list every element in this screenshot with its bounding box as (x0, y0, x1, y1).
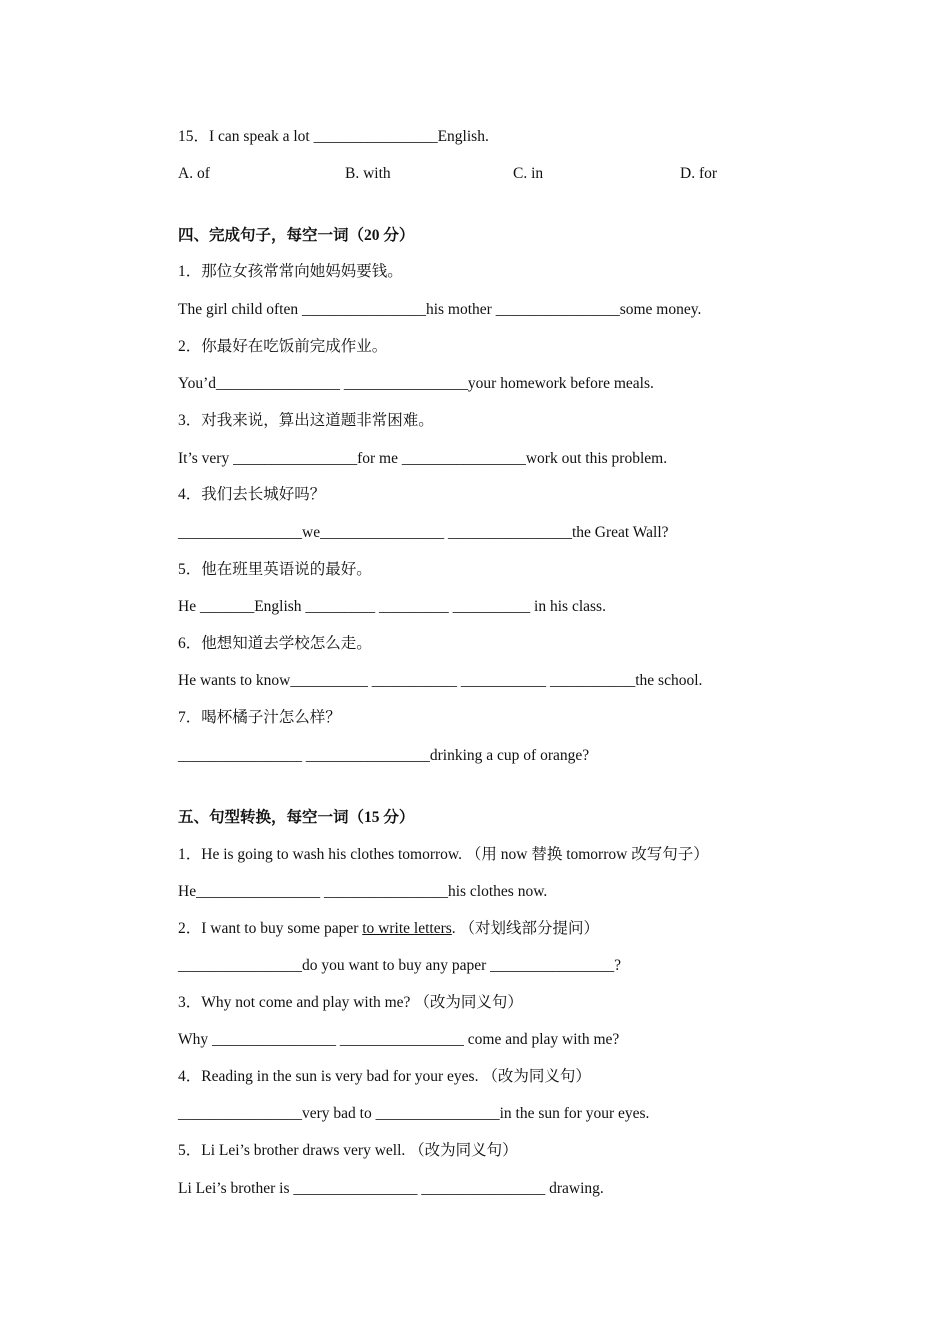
underlined-phrase: to write letters (362, 920, 452, 937)
option-d: D. for (680, 165, 718, 182)
option-b: B. with (345, 165, 391, 182)
s4-item-2-cn: 2．你最好在吃饭前完成作业。 (178, 338, 388, 355)
s4-item-2-en: You’d________________ ________________your homework before meals. (178, 375, 654, 392)
s4-item-3-en: It’s very ________________for me ________________work out this problem. (178, 450, 668, 467)
s5-item-4-question: 4．Reading in the sun is very bad for your eyes. （改为同义句） (178, 1068, 591, 1085)
question-15-stem: 15．I can speak a lot ________________English. (178, 128, 489, 145)
s5-item-5-question: 5．Li Lei’s brother draws very well. （改为同义句） (178, 1142, 518, 1159)
s5-item-1-answer: He________________ ________________his clothes now. (178, 883, 548, 900)
s5-item-2-answer: ________________do you want to buy any paper ________________? (178, 957, 621, 974)
section-5-title: 五、句型转换，每空一词（15 分） (178, 809, 415, 826)
s5-item-4-answer: ________________very bad to ________________in the sun for your eyes. (178, 1105, 650, 1122)
s5-item-2-question-post: . （对划线部分提问） (451, 920, 600, 937)
s5-item-1-question: 1．He is going to wash his clothes tomorrow. （用 now 替换 tomorrow 改写句子） (178, 846, 709, 863)
s5-item-2-question (178, 919, 599, 939)
s4-item-6-en: He wants to know__________ ___________ ___________ ___________the school. (178, 672, 703, 689)
s5-item-5-answer: Li Lei’s brother is ________________ ________________ drawing. (178, 1180, 604, 1197)
s4-item-7-cn: 7．喝杯橘子汁怎么样？ (178, 709, 341, 726)
s4-item-5-cn: 5．他在班里英语说的最好。 (178, 561, 372, 578)
s4-item-5-en: He _______English _________ _________ __________ in his class. (178, 598, 606, 615)
s5-item-2-question-pre: 2．I want to buy some paper (178, 920, 363, 937)
option-a: A. of (178, 165, 210, 182)
s4-item-4-en: ________________we________________ ________________the Great Wall? (178, 524, 669, 541)
s4-item-4-cn: 4．我们去长城好吗？ (178, 486, 326, 503)
s5-item-3-question: 3．Why not come and play with me? （改为同义句） (178, 994, 523, 1011)
s4-item-1-en: The girl child often ________________his mother ________________some money. (178, 301, 702, 318)
s5-item-3-answer: Why ________________ ________________ come and play with me? (178, 1031, 620, 1048)
s4-item-1-cn: 1．那位女孩常常向她妈妈要钱。 (178, 263, 403, 280)
option-c: C. in (513, 165, 544, 182)
s4-item-7-en: ________________ ________________drinking a cup of orange? (178, 747, 590, 764)
s4-item-6-cn: 6．他想知道去学校怎么走。 (178, 635, 372, 652)
section-4-title: 四、完成句子，每空一词（20 分） (178, 227, 415, 244)
s4-item-3-cn: 3．对我来说，算出这道题非常困难。 (178, 412, 434, 429)
